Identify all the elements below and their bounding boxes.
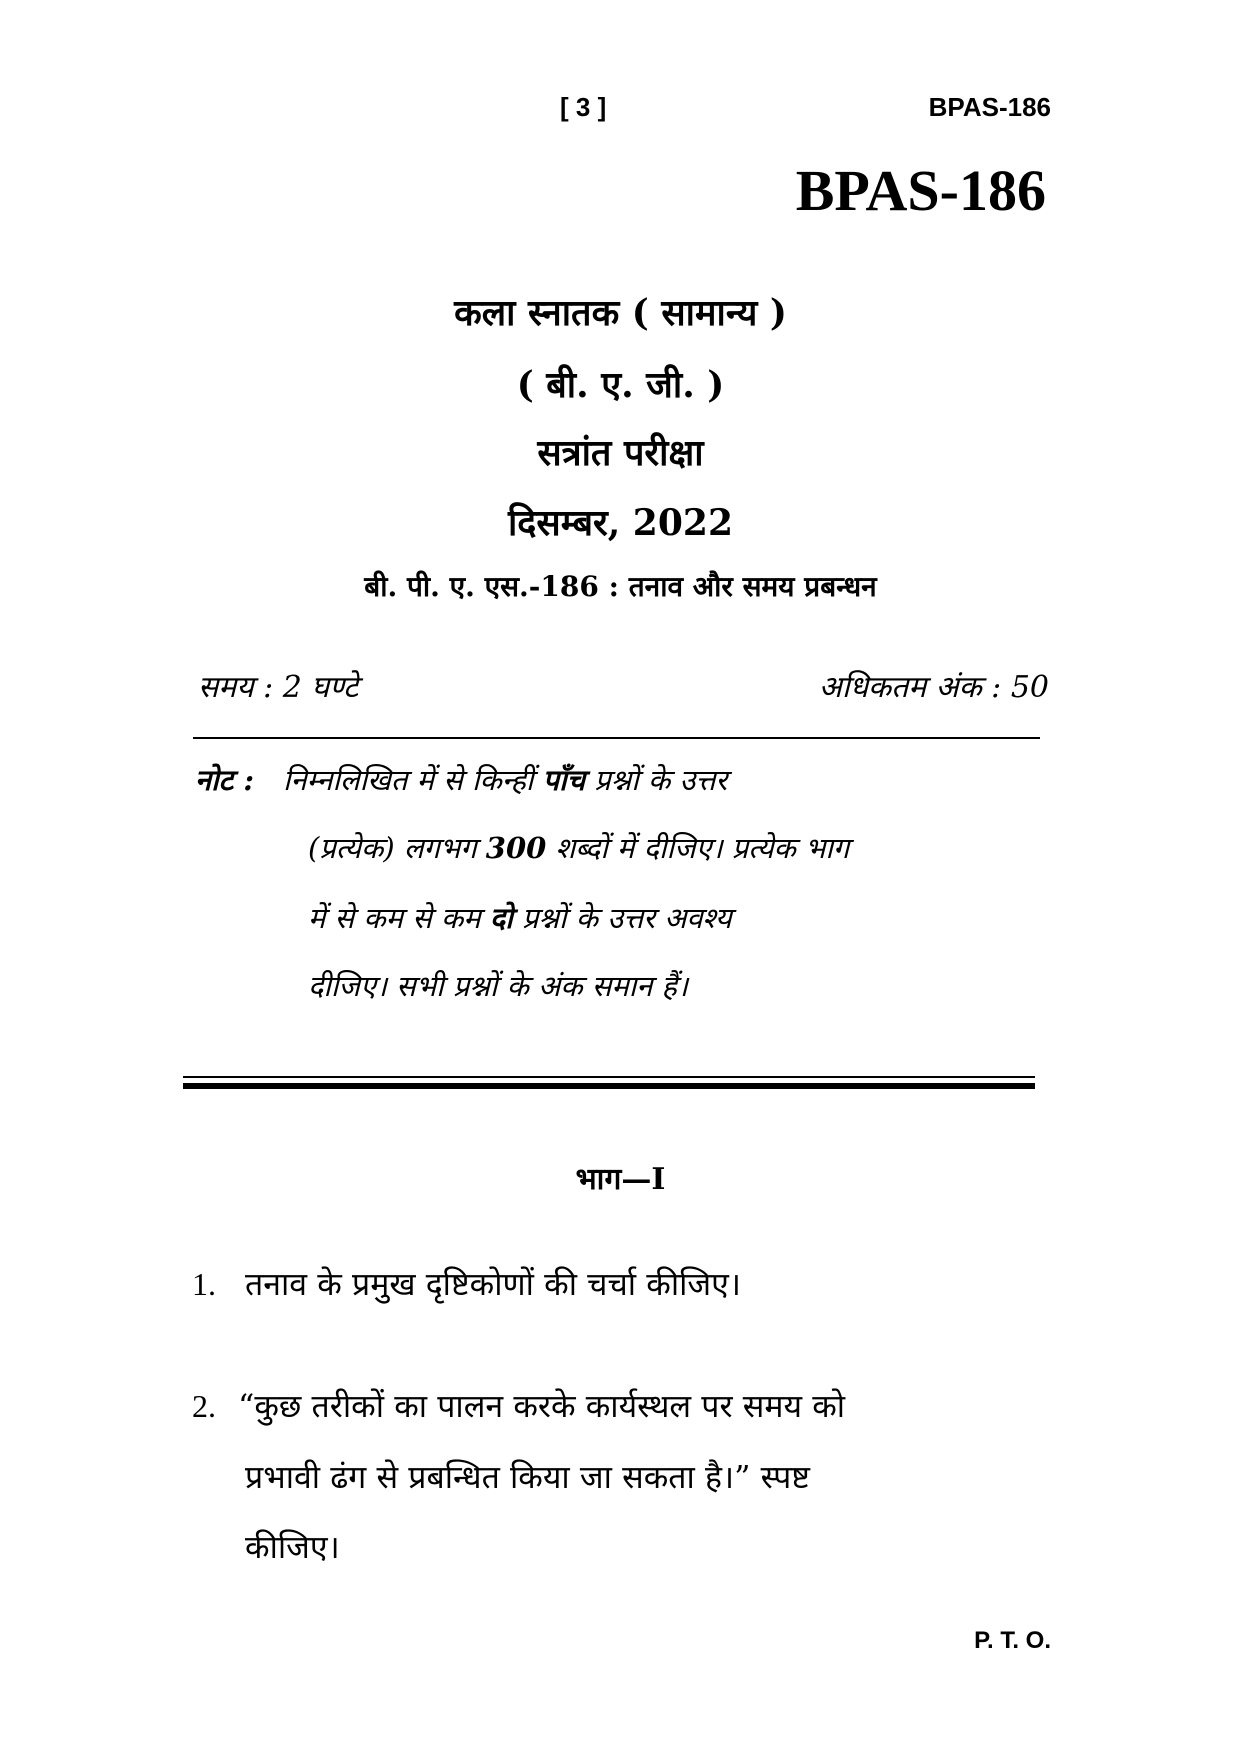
note-line-2 (308, 828, 849, 868)
note-text: प्रश्नों के उत्तर अवश्य (512, 901, 732, 935)
note-text: निम्नलिखित में से किन्हीं (283, 763, 543, 797)
double-rule-thin (183, 1076, 1035, 1078)
course-code-title: BPAS-186 (795, 158, 1046, 223)
programme-abbreviation: ( बी. ए. जी. ) (516, 364, 725, 406)
question-number: 1. (192, 1266, 216, 1302)
header-course-code: BPAS-186 (928, 92, 1051, 122)
note-text: में से कम से कम (308, 901, 490, 935)
programme-title: कला स्नातक ( सामान्य ) (454, 292, 787, 334)
maximum-marks: अधिकतम अंक : 50 (818, 670, 1049, 705)
note-text: प्रश्नों के उत्तर (585, 763, 728, 797)
note-line-3 (308, 898, 732, 938)
note-text: दीजिए। सभी प्रश्नों के अंक समान हैं। (308, 969, 688, 1003)
page-number: [ 3 ] (560, 92, 607, 122)
exam-session: दिसम्बर, 2022 (507, 502, 734, 544)
question-text: “कुछ तरीकों का पालन करके कार्यस्थल पर समय को (238, 1387, 846, 1425)
note-label-line (195, 760, 254, 800)
please-turn-over: P. T. O. (974, 1627, 1051, 1654)
note-line-1 (283, 760, 727, 800)
question-text: प्रभावी ढंग से प्रबन्धित किया जा सकता है।” स्पष्ट (245, 1458, 810, 1496)
note-label: नोट : (195, 763, 255, 797)
note-text: शब्दों में दीजिए। प्रत्येक भाग (546, 831, 850, 865)
time-allowed: समय : 2 घण्टे (198, 670, 359, 705)
note-emphasis: पाँच (542, 763, 585, 797)
section-heading: भाग—I (575, 1162, 666, 1197)
note-emphasis: 300 (485, 831, 547, 865)
note-text: (प्रत्येक) लगभग (308, 831, 486, 865)
exam-title: सत्रांत परीक्षा (537, 432, 704, 474)
question-text: तनाव के प्रमुख दृष्टिकोणों की चर्चा कीजिए। (245, 1265, 741, 1303)
divider-line (193, 737, 1040, 739)
course-title: बी. पी. ए. एस.-186 : तनाव और समय प्रबन्धन (364, 570, 877, 603)
note-line-4 (308, 966, 688, 1006)
question-text: कीजिए। (245, 1528, 340, 1566)
question-number: 2. (192, 1388, 216, 1424)
double-rule-thick (183, 1083, 1035, 1089)
note-emphasis: दो (489, 901, 513, 935)
